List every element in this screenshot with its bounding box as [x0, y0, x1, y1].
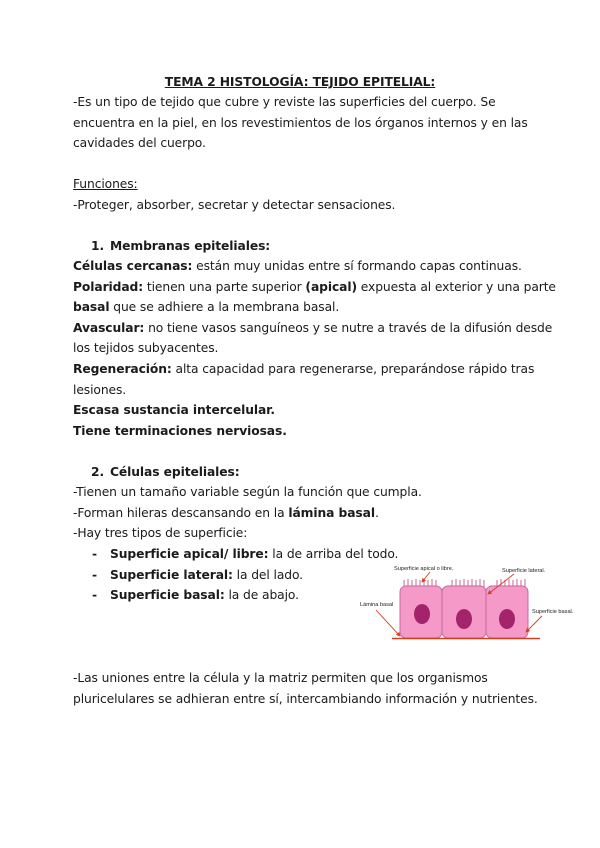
page-title: TEMA 2 HISTOLOGÍA: TEJIDO EPITELIAL: — [164, 75, 436, 89]
basal-text: que se adhiere a la membrana basal. — [109, 300, 340, 314]
label-lamina-basal: Lámina basal — [360, 602, 394, 608]
terminaciones-line: Tiene terminaciones nerviosas. — [73, 424, 287, 438]
escasa-line: Escasa sustancia intercelular. — [73, 403, 275, 417]
celulas-cercanas-label: Células cercanas: — [73, 259, 193, 273]
arrow-lamina — [376, 610, 400, 636]
section1-heading: Membranas epiteliales: — [110, 239, 271, 253]
label-basal: Superficie basal. — [532, 609, 574, 615]
polaridad-apical: (apical) — [305, 280, 357, 294]
polaridad-text-1: tienen una parte superior — [143, 280, 306, 294]
nucleus-1 — [414, 604, 430, 624]
bullet-dash: - — [92, 547, 98, 561]
avascular-text: no tiene vasos sanguíneos y se nutre a través de la difusión desde — [144, 321, 553, 335]
lamina-end: . — [374, 506, 379, 520]
bullet-basal-label: Superficie basal: — [110, 588, 225, 602]
label-apical: Superficie apical o libre. — [394, 566, 454, 572]
bullet-lateral-label: Superficie lateral: — [110, 568, 233, 582]
avascular-line — [73, 318, 552, 339]
bullet-lateral-text: la del lado. — [232, 568, 303, 582]
bullet-apical-text: la de arriba del todo. — [268, 547, 399, 561]
arrow-apical — [422, 572, 430, 582]
section2-heading: Células epiteliales: — [110, 465, 240, 479]
section1-number: 1. — [91, 239, 105, 253]
intro-line-1: -Es un tipo de tejido que cubre y reviste las superficies del cuerpo. Se — [73, 95, 496, 109]
polaridad-label: Polaridad: — [73, 280, 144, 294]
intro-line-3: cavidades del cuerpo. — [73, 136, 206, 150]
polaridad-text-2: expuesta al exterior y una parte — [356, 280, 556, 294]
nucleus-2 — [456, 609, 472, 629]
regeneracion-line — [73, 359, 534, 380]
celulas-cercanas-line — [73, 256, 522, 277]
section2-line-2 — [73, 503, 379, 524]
section2-line-3: -Hay tres tipos de superficie: — [73, 526, 248, 540]
bullet-dash: - — [92, 588, 98, 602]
bullet-basal-text: la de abajo. — [224, 588, 299, 602]
basal-label: basal — [73, 300, 110, 314]
avascular-label: Avascular: — [73, 321, 145, 335]
regeneracion-line-2: lesiones. — [73, 383, 127, 397]
section2-line-1: -Tienen un tamaño variable según la función que cumpla. — [73, 485, 422, 499]
regeneracion-label: Regeneración: — [73, 362, 172, 376]
bullet-lateral — [110, 565, 303, 586]
bullet-basal — [110, 585, 299, 606]
lamina-text: -Forman hileras descansando en la — [73, 506, 289, 520]
bullet-apical-label: Superficie apical/ libre: — [110, 547, 269, 561]
bullet-dash: - — [92, 568, 98, 582]
funciones-heading: Funciones: — [73, 177, 138, 191]
lamina-basal-bold: lámina basal — [288, 506, 375, 520]
section2-number: 2. — [91, 465, 105, 479]
label-lateral: Superficie lateral. — [502, 568, 546, 574]
funciones-text: -Proteger, absorber, secretar y detectar sensaciones. — [73, 198, 396, 212]
closing-line-2: pluricelulares se adhieran entre sí, intercambiando información y nutrientes. — [73, 692, 538, 706]
closing-line-1: -Las uniones entre la célula y la matriz permiten que los organismos — [73, 671, 488, 685]
epithelial-cells-diagram — [356, 560, 580, 644]
nucleus-3 — [499, 609, 515, 629]
celulas-cercanas-text: están muy unidas entre sí formando capas continuas. — [192, 259, 522, 273]
avascular-line-2: los tejidos subyacentes. — [73, 341, 219, 355]
intro-line-2: encuentra en la piel, en los revestimientos de los órganos internos y en las — [73, 116, 528, 130]
basal-line — [73, 297, 339, 318]
regeneracion-text: alta capacidad para regenerarse, preparándose rápido tras — [171, 362, 535, 376]
polaridad-line — [73, 277, 556, 298]
